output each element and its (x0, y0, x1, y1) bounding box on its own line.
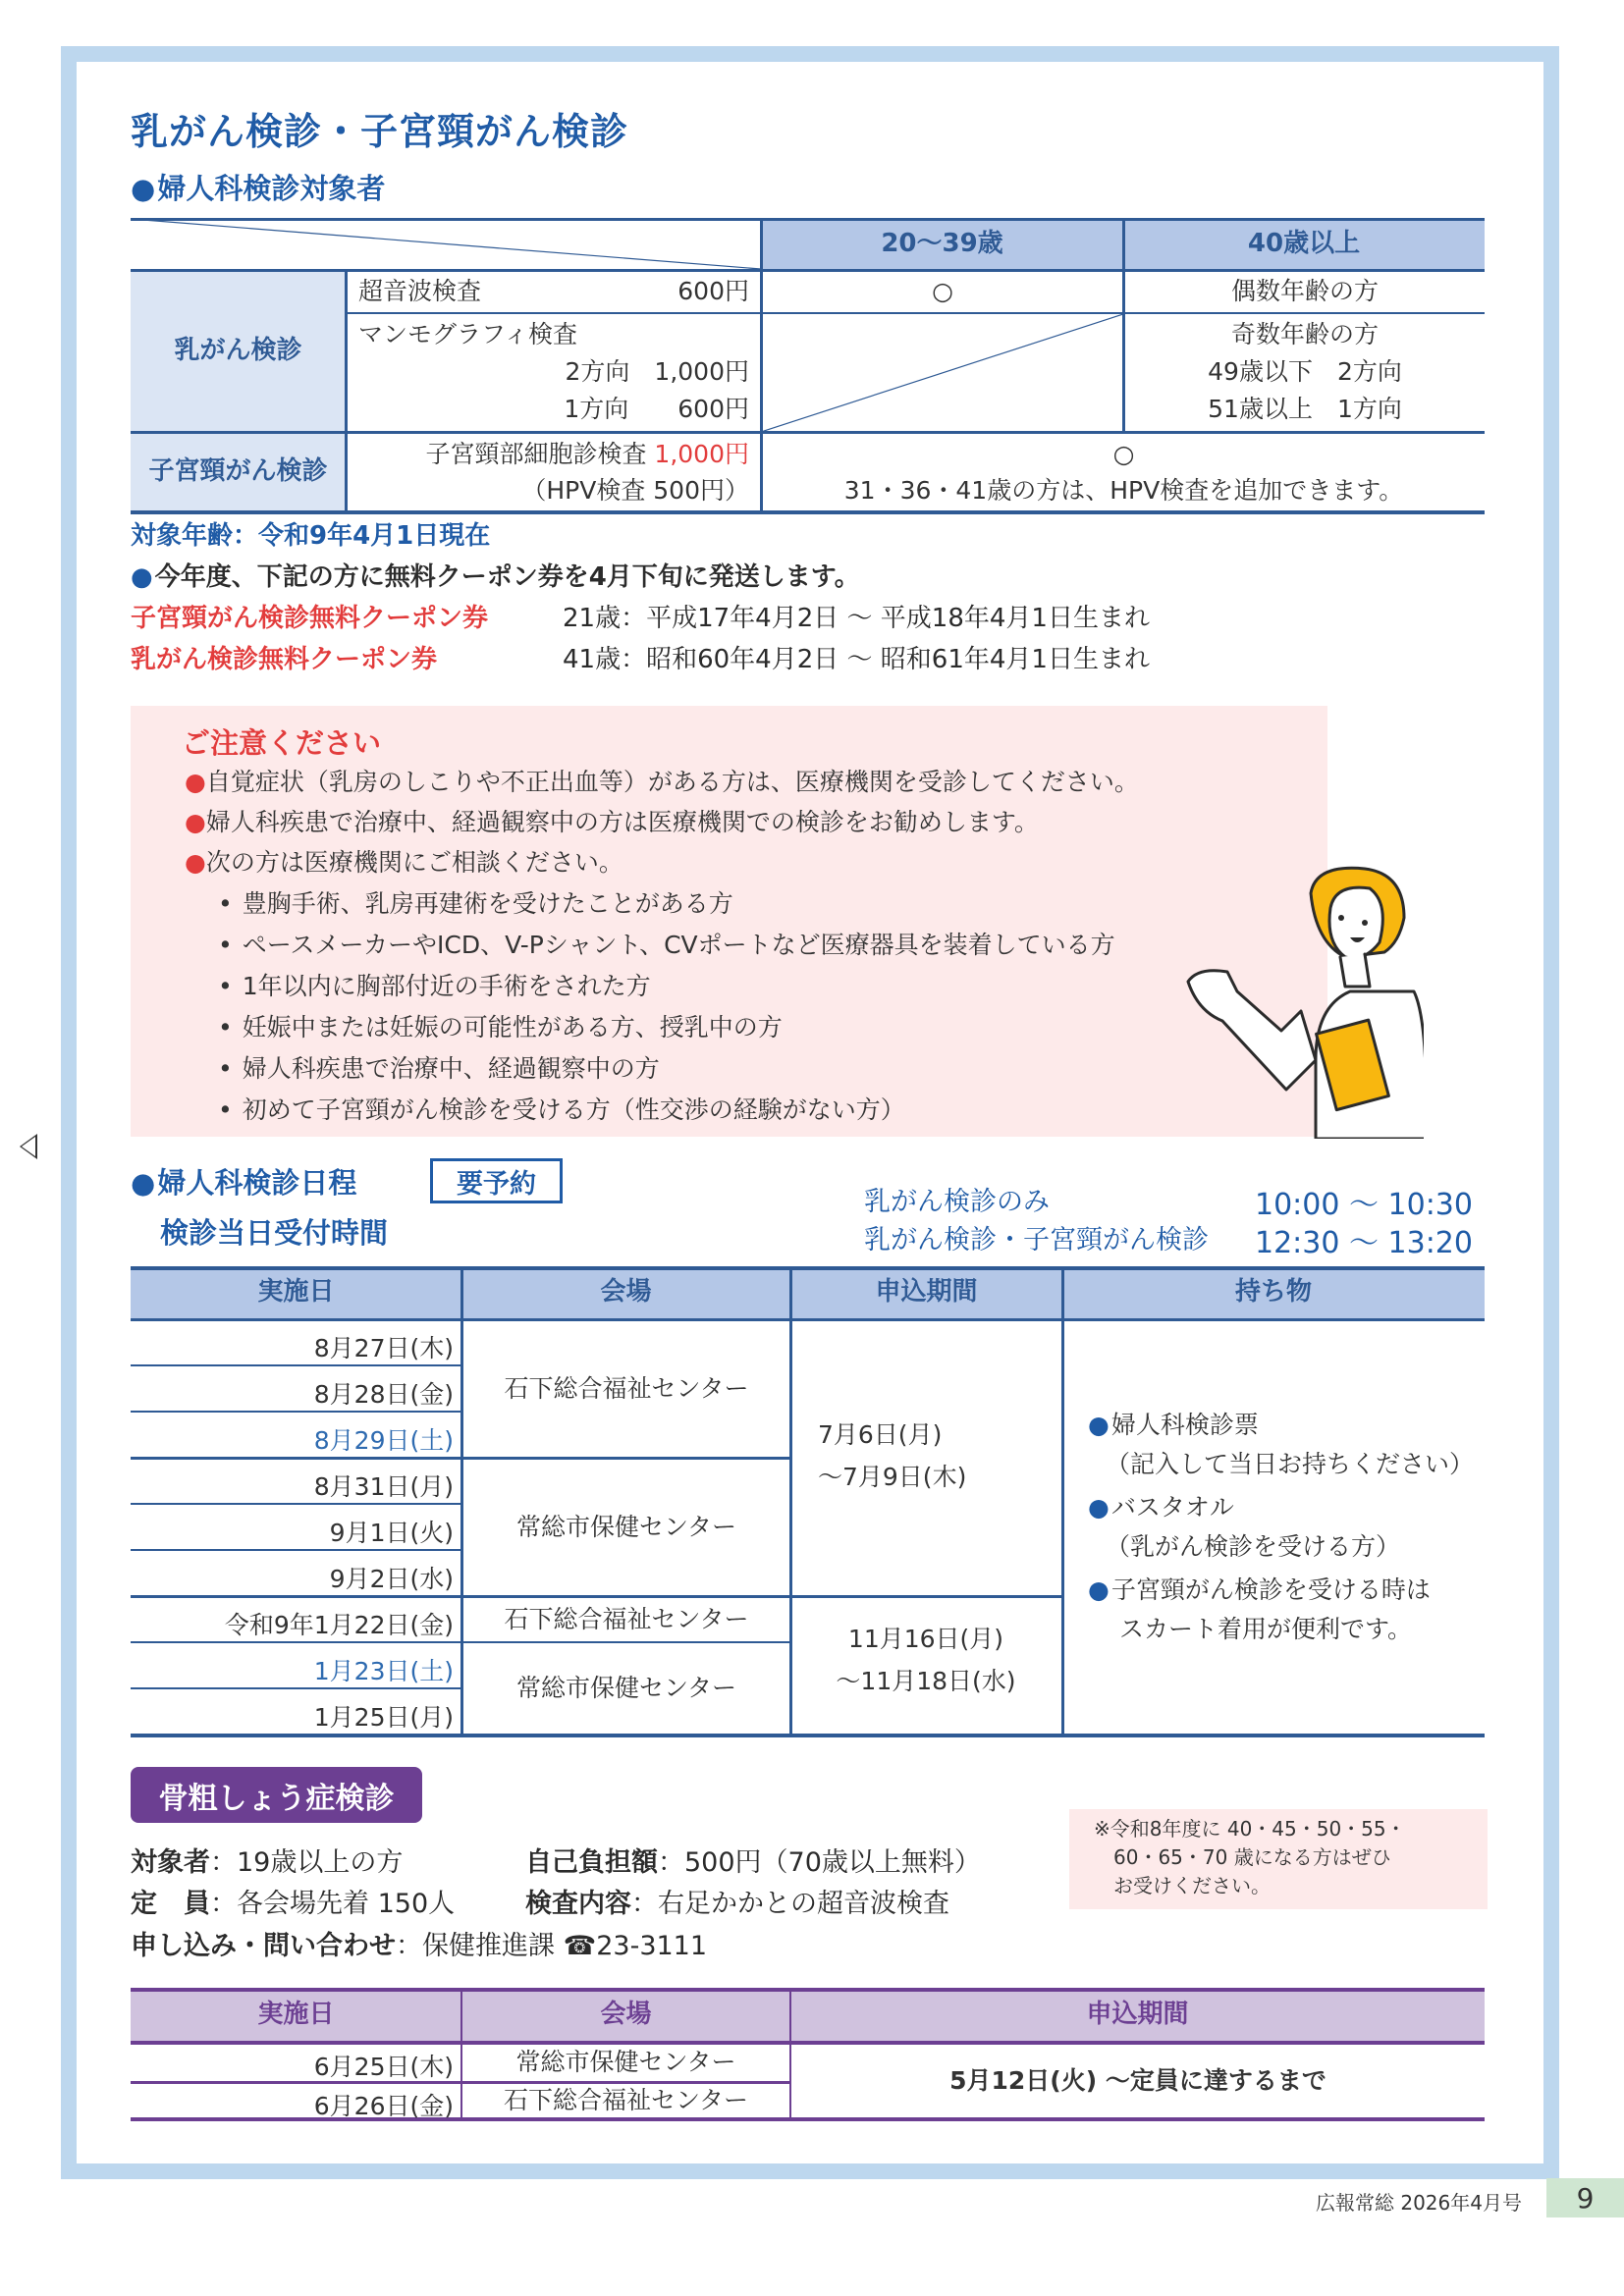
age-basis: 対象年齢：令和9年4月1日現在 (131, 521, 491, 551)
notice-sub-item: • 初めて子宮頸がん検診を受ける方（性交渉の経験がない方） (218, 1091, 905, 1126)
eligibility-table (131, 218, 1485, 512)
cervical-eligibility (763, 436, 1485, 508)
reception-label: 乳がん検診・子宮頸がん検診 (864, 1225, 1209, 1255)
notice-sub-item: • 妊娠中または妊娠の可能性がある方、授乳中の方 (218, 1008, 783, 1043)
doctor-illustration (1168, 864, 1424, 1139)
coupon-heading (131, 561, 860, 595)
col-header-period: 申込期間 (875, 1277, 978, 1308)
ultrasound-price: 600円 (677, 277, 749, 306)
date-cell: 8月31日(月) (313, 1472, 454, 1501)
reception-time: 12:30 ～ 13:20 (1255, 1226, 1473, 1260)
venue-cell: 常総市保健センター (515, 2048, 736, 2077)
date-cell: 6月26日(金) (313, 2092, 454, 2120)
osteo-note-box (1069, 1809, 1488, 1909)
cervical-price: 1,000円 (654, 440, 749, 468)
note-line: ※令和8年度に 40・45・50・55・ (1094, 1817, 1406, 1841)
empty-cell-diagonal (761, 314, 1123, 432)
date-cell: 1月23日(土) (313, 1657, 454, 1685)
coupon-heading-text: 今年度、下記の方に無料クーポン券を4月下旬に発送します。 (154, 562, 860, 592)
venue-cell: 石下総合福祉センター (504, 1604, 749, 1633)
cervical-cell (358, 436, 749, 508)
reservation-required-badge: 要予約 (430, 1158, 563, 1203)
schedule-heading (131, 1161, 356, 1201)
period-from: 7月6日(月) (818, 1420, 943, 1449)
fee-value: ：500円（70歳以上無料） (658, 1847, 981, 1878)
period-to: ～11月18日(水) (836, 1667, 1016, 1695)
mammography-name: マンモグラフィ検査 (358, 320, 578, 348)
ultrasound-name: 超音波検査 (358, 277, 482, 306)
belonging-item (1088, 1571, 1474, 1610)
target-label: 対象者 (131, 1847, 210, 1878)
content-value: ：右足かかとの超音波検査 (631, 1889, 949, 1919)
date-cell: 9月2日(水) (329, 1565, 454, 1593)
schedule-table (131, 1266, 1485, 1737)
osteo-target (131, 1845, 403, 1880)
hpv-note: 31・36・41歳の方は、HPV検査を追加できます。 (843, 476, 1404, 505)
notice-item-text: 次の方は医療機関にご相談ください。 (205, 848, 623, 877)
ultrasound-row (358, 272, 749, 312)
triangle-left-icon[interactable] (20, 1134, 37, 1159)
period-cell (818, 1618, 1034, 1702)
note-line: お受けください。 (1113, 1874, 1271, 1897)
notice-item-text: 婦人科疾患で治療中、経過観察中の方は医療機関での検診をお勧めします。 (205, 808, 1039, 836)
osteo-capacity (131, 1887, 455, 1921)
osteoporosis-title: 骨粗しょう症検診 (131, 1767, 422, 1823)
cervical-name: 子宮頸部細胞診検査 (425, 440, 647, 468)
date-cell: 8月27日(木) (313, 1334, 454, 1362)
date-cell: 8月28日(金) (313, 1380, 454, 1409)
over-51-text: 51歳以上 1方向 (1208, 395, 1402, 423)
reception-heading: 検診当日受付時間 (160, 1216, 389, 1250)
venue-cell: 石下総合福祉センター (504, 1373, 749, 1403)
notice-item-text: 自覚症状（乳房のしこりや不正出血等）がある方は、医療機関を受診してください。 (205, 768, 1139, 796)
eligibility-heading (131, 167, 385, 207)
belonging-item (1088, 1488, 1474, 1527)
osteo-content (525, 1887, 949, 1921)
osteo-table (131, 1988, 1485, 2121)
venue-cell: 石下総合福祉センター (503, 2085, 748, 2114)
date-cell: 8月29日(土) (313, 1426, 454, 1455)
row-label-cervical: 子宮頸がん検診 (131, 432, 346, 512)
content-label: 検査内容 (525, 1889, 631, 1919)
osteo-contact (131, 1929, 707, 1963)
belonging-text: 婦人科検診票 (1110, 1411, 1259, 1439)
under-49-text: 49歳以下 2方向 (1208, 357, 1402, 386)
mammography-40-plus (1125, 316, 1485, 428)
cervical-mark: ○ (1112, 440, 1135, 468)
period-to: ～7月9日(木) (818, 1463, 967, 1491)
mammography-one-dir (358, 391, 749, 428)
header-diagonal (131, 218, 761, 270)
coupon-label-breast: 乳がん検診無料クーポン券 (131, 645, 438, 674)
fee-label: 自己負担額 (525, 1847, 658, 1878)
belonging-note: スカート着用が便利です。 (1119, 1615, 1413, 1643)
issue-label: 広報常総 2026年4月号 (1316, 2191, 1522, 2215)
coupon-detail-cervical: 21歳：平成17年4月2日 ～ 平成18年4月1日生まれ (563, 604, 1150, 633)
capacity-value: ：各会場先着 150人 (210, 1889, 456, 1919)
notice-item (185, 763, 1139, 798)
date-cell: 1月25日(月) (313, 1703, 454, 1732)
date-cell: 9月1日(火) (329, 1519, 454, 1547)
schedule-heading-text: 婦人科検診日程 (157, 1166, 357, 1200)
venue-cell: 常総市保健センター (515, 1673, 736, 1702)
one-dir-label: 1方向 (564, 395, 629, 423)
hpv-price: （HPV検査 500円） (521, 476, 749, 505)
two-dir-price: 1,000円 (654, 357, 749, 386)
ultrasound-40-plus: 偶数年齢の方 (1230, 277, 1379, 306)
one-dir-price: 600円 (677, 395, 749, 423)
capacity-label: 定 員 (131, 1889, 210, 1919)
contact-value: ：保健推進課 ☎23-3111 (396, 1931, 708, 1961)
belonging-note: （記入して当日お持ちください） (1106, 1450, 1475, 1478)
belongings-cell (1088, 1406, 1474, 1649)
belonging-text: バスタオル (1110, 1493, 1234, 1522)
coupon-detail-breast: 41歳：昭和60年4月2日 ～ 昭和61年4月1日生まれ (563, 645, 1150, 674)
notice-sub-item: • 婦人科疾患で治療中、経過観察中の方 (218, 1049, 660, 1085)
reception-label: 乳がん検診のみ (864, 1187, 1050, 1217)
col-header-venue: 会場 (600, 1999, 652, 2029)
col-header-period: 申込期間 (1086, 1999, 1189, 2029)
period-cell (818, 1414, 966, 1498)
osteo-period: 5月12日(火) ～定員に達するまで (949, 2065, 1326, 2095)
contact-label: 申し込み・問い合わせ (131, 1931, 396, 1961)
page-title: 乳がん検診・子宮頸がん検診 (131, 110, 629, 153)
col-header-date: 実施日 (257, 1999, 335, 2029)
belonging-note: （乳がん検診を受ける方） (1106, 1532, 1401, 1561)
reception-time: 10:00 ～ 10:30 (1255, 1188, 1473, 1222)
ultrasound-20-39: ○ (932, 277, 953, 306)
notice-sub-item: • ペースメーカーやICD、V-Pシャント、CVポートなど医療器具を装着している方 (218, 926, 1115, 961)
notice-item (185, 843, 623, 879)
notice-sub-item: • 1年以内に胸部付近の手術をされた方 (218, 967, 651, 1002)
date-cell: 6月25日(木) (313, 2053, 454, 2081)
eligibility-heading-text: 婦人科検診対象者 (157, 172, 386, 205)
col-header-date: 実施日 (257, 1277, 335, 1308)
odd-age-text: 奇数年齢の方 (1230, 320, 1379, 348)
page-number: 9 (1546, 2178, 1624, 2217)
mammography-two-dir (358, 353, 749, 391)
mammography-cell (358, 316, 749, 428)
note-line: 60・65・70 歳になる方はぜひ (1113, 1845, 1391, 1869)
col-header-belongings: 持ち物 (1234, 1277, 1312, 1308)
two-dir-label: 2方向 (565, 357, 630, 386)
notice-sub-item: • 豊胸手術、乳房再建術を受けたことがある方 (218, 884, 733, 920)
period-from: 11月16日(月) (847, 1625, 1004, 1653)
coupon-label-cervical: 子宮頸がん検診無料クーポン券 (131, 604, 489, 633)
notice-title: ご注意ください (182, 726, 382, 760)
col-header-20-39: 20～39歳 (761, 218, 1123, 270)
belonging-text: 子宮頸がん検診を受ける時は (1110, 1575, 1431, 1604)
col-header-40-plus: 40歳以上 (1123, 218, 1485, 270)
notice-item (185, 803, 1039, 838)
target-value: ：19歳以上の方 (210, 1847, 404, 1878)
row-label-breast: 乳がん検診 (131, 270, 346, 432)
col-header-venue: 会場 (600, 1277, 652, 1308)
belonging-item (1088, 1406, 1474, 1445)
venue-cell: 常総市保健センター (515, 1512, 736, 1541)
osteo-fee (525, 1845, 981, 1880)
date-cell: 令和9年1月22日(金) (224, 1611, 454, 1639)
